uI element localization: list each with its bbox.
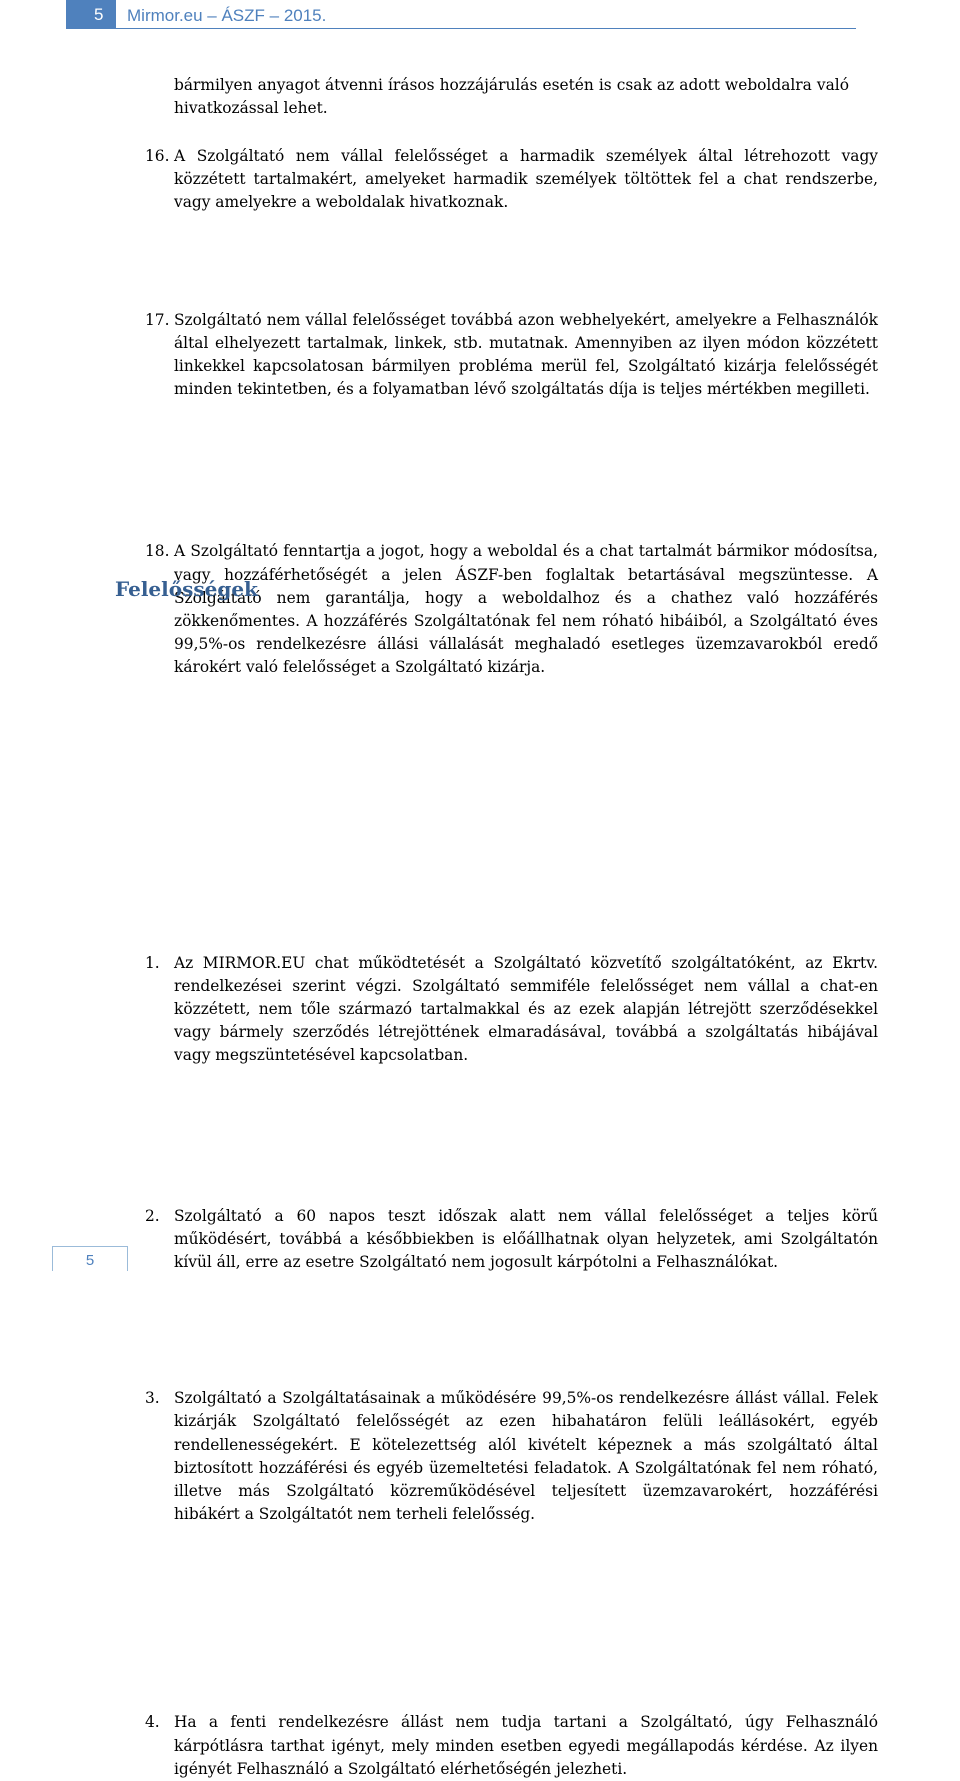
header-rule xyxy=(66,28,856,29)
liability-item-4 xyxy=(145,1711,878,1781)
list-item-17 xyxy=(145,309,878,402)
list-item-18 xyxy=(145,540,878,679)
liability-item-1 xyxy=(145,952,878,1068)
list-item-number: 3. xyxy=(145,1389,160,1408)
list-item-text: Ha a fenti rendelkezésre állást nem tudja tartani a Szolgáltató, úgy Felhasználó kárpótlásra tarthat igényt, mely minden esetben egyedi megállapodás kérdése. Az ilyen igényét Felhasználó a Szolgáltató elérhetőségén jelezheti. xyxy=(174,1713,878,1778)
list-item-text: A Szolgáltató fenntartja a jogot, hogy a weboldal és a chat tartalmát bármikor módosítsa, vagy hozzáférhetőségét a jelen ÁSZF-ben foglaltak betartásával megszüntesse. A Szolgáltató nem garantálja, hogy a weboldalhoz és a chathez való hozzáférés zökkenőmentes. A hozzáférés Szolgáltatónak fel nem róható hibáiból, a Szolgáltató éves 99,5%-os rendelkezésre állási vállalását meghaladó esetleges üzemzavarokból eredő károkért való felelősséget a Szolgáltató kizárja. xyxy=(174,542,878,677)
list-item-number: 4. xyxy=(145,1713,160,1732)
list-item-number: 2. xyxy=(145,1206,160,1225)
liability-item-2 xyxy=(145,1205,878,1275)
list-item-text: Szolgáltató a 60 napos teszt időszak alatt nem vállal felelősséget a teljes körű működésért, továbbá a későbbiekben is előállhatnak olyan helyzetek, ami Szolgáltatón kívül áll, erre az esetre Szolgáltató nem jogosult kárpótolni a Felhasználókat. xyxy=(174,1206,878,1272)
list-item-number: 16. xyxy=(145,147,170,165)
footer-page-number: 5 xyxy=(52,1246,128,1271)
list-item-text: Az MIRMOR.EU chat működtetését a Szolgáltató közvetítő szolgáltatóként, az Ekrtv. rendelkezései szerint végzi. Szolgáltató semmiféle felelősséget nem vállal a chat-en közzétett, nem tőle származó tartalmakkal és az ezek alapján létrejött szerződésekkel vagy bármely szerződés létrejöttének elmaradásával, továbbá a szolgáltatás hibájával vagy megszüntetésével kapcsolatban. xyxy=(174,953,878,1065)
list-item-text: A Szolgáltató nem vállal felelősséget a harmadik személyek által létrehozott vagy közzétett tartalmakért, amelyeket harmadik személyek töltöttek fel a chat rendszerbe, vagy amelyekre a weboldalak hivatkoznak. xyxy=(174,147,878,212)
list-item-text: Szolgáltató a Szolgáltatásainak a működésére 99,5%-os rendelkezésre állást vállal. Felek kizárják Szolgáltató felelősségét az ezen hibahatáron felüli leállásokért, egyéb rendellenességekért. E kötelezettség alól kivételt képeznek a más szolgáltató által biztosított hozzáférési és egyéb üzemeltetési feladatok. A Szolgáltatónak fel nem róható, illetve más Szolgáltató közreműködésével teljesített üzemzavarokért, hozzáférési hibákért a Szolgáltatót nem terheli felelősség. xyxy=(174,1389,878,1524)
section-heading: Felelősségek xyxy=(115,577,258,601)
header-title: Mirmor.eu – ÁSZF – 2015. xyxy=(127,6,327,25)
page-header xyxy=(0,0,960,34)
list-item-number: 17. xyxy=(145,310,170,329)
list-item-text: Szolgáltató nem vállal felelősséget továbbá azon webhelyekért, amelyekre a Felhasználók által elhelyezett tartalmak, linkek, stb. mutatnak. Amennyiben az ilyen módon közzétett linkekkel kapcsolatosan bármilyen probléma merül fel, Szolgáltató kizárja felelősségét minden tekintetben, és a folyamatban lévő szolgáltatás díja is teljes mértékben megilleti. xyxy=(174,310,878,399)
paragraph-text: bármilyen anyagot átvenni írásos hozzájárulás esetén is csak az adott weboldalra való hivatkozással lehet. xyxy=(174,76,849,118)
list-item-number: 1. xyxy=(145,953,160,972)
header-page-number: 5 xyxy=(66,0,116,28)
list-item-number: 18. xyxy=(145,542,170,561)
paragraph-continuation xyxy=(145,74,849,120)
liability-item-3 xyxy=(145,1387,878,1526)
list-item-16 xyxy=(145,145,878,215)
